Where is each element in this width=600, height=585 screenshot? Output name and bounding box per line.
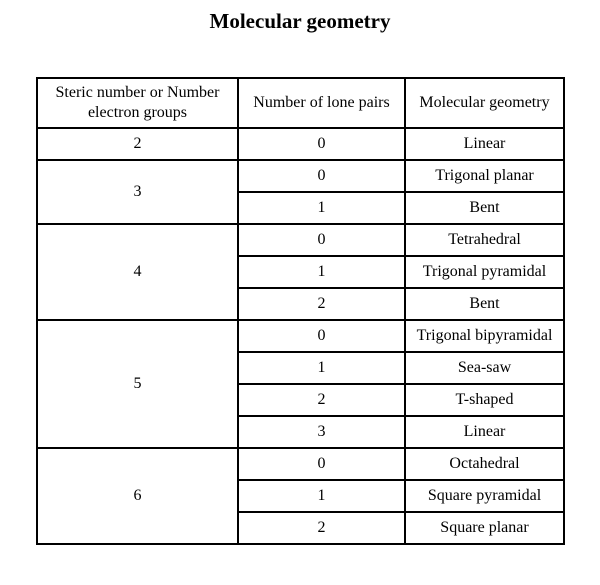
table-row	[37, 224, 564, 256]
geometry-cell: Trigonal pyramidal	[405, 256, 564, 288]
geometry-cell: Octahedral	[405, 448, 564, 480]
geometry-cell: Sea-saw	[405, 352, 564, 384]
lone-pairs-cell: 0	[238, 128, 405, 160]
table-header-row	[37, 78, 564, 128]
lone-pairs-cell: 3	[238, 416, 405, 448]
lone-pairs-cell: 1	[238, 256, 405, 288]
geometry-cell: Bent	[405, 288, 564, 320]
table-row	[37, 160, 564, 192]
molecular-geometry-table	[36, 77, 565, 545]
geometry-cell: Linear	[405, 128, 564, 160]
geometry-cell: Trigonal bipyramidal	[405, 320, 564, 352]
lone-pairs-cell: 0	[238, 224, 405, 256]
table-row	[37, 320, 564, 352]
lone-pairs-cell: 0	[238, 160, 405, 192]
lone-pairs-cell: 1	[238, 192, 405, 224]
steric-number-cell: 4	[37, 224, 238, 320]
steric-number-cell: 6	[37, 448, 238, 544]
geometry-cell: Square planar	[405, 512, 564, 544]
table-row	[37, 448, 564, 480]
geometry-cell: Square pyramidal	[405, 480, 564, 512]
steric-number-cell: 2	[37, 128, 238, 160]
header-steric-number: Steric number or Number electron groups	[37, 78, 238, 128]
geometry-cell: Trigonal planar	[405, 160, 564, 192]
lone-pairs-cell: 2	[238, 512, 405, 544]
geometry-cell: Linear	[405, 416, 564, 448]
steric-number-cell: 3	[37, 160, 238, 224]
header-molecular-geometry: Molecular geometry	[405, 78, 564, 128]
lone-pairs-cell: 1	[238, 480, 405, 512]
lone-pairs-cell: 1	[238, 352, 405, 384]
geometry-cell: Bent	[405, 192, 564, 224]
table-row	[37, 128, 564, 160]
lone-pairs-cell: 2	[238, 384, 405, 416]
geometry-cell: Tetrahedral	[405, 224, 564, 256]
page-title: Molecular geometry	[209, 9, 391, 33]
geometry-cell: T-shaped	[405, 384, 564, 416]
header-lone-pairs: Number of lone pairs	[238, 78, 405, 128]
lone-pairs-cell: 2	[238, 288, 405, 320]
lone-pairs-cell: 0	[238, 320, 405, 352]
steric-number-cell: 5	[37, 320, 238, 448]
lone-pairs-cell: 0	[238, 448, 405, 480]
